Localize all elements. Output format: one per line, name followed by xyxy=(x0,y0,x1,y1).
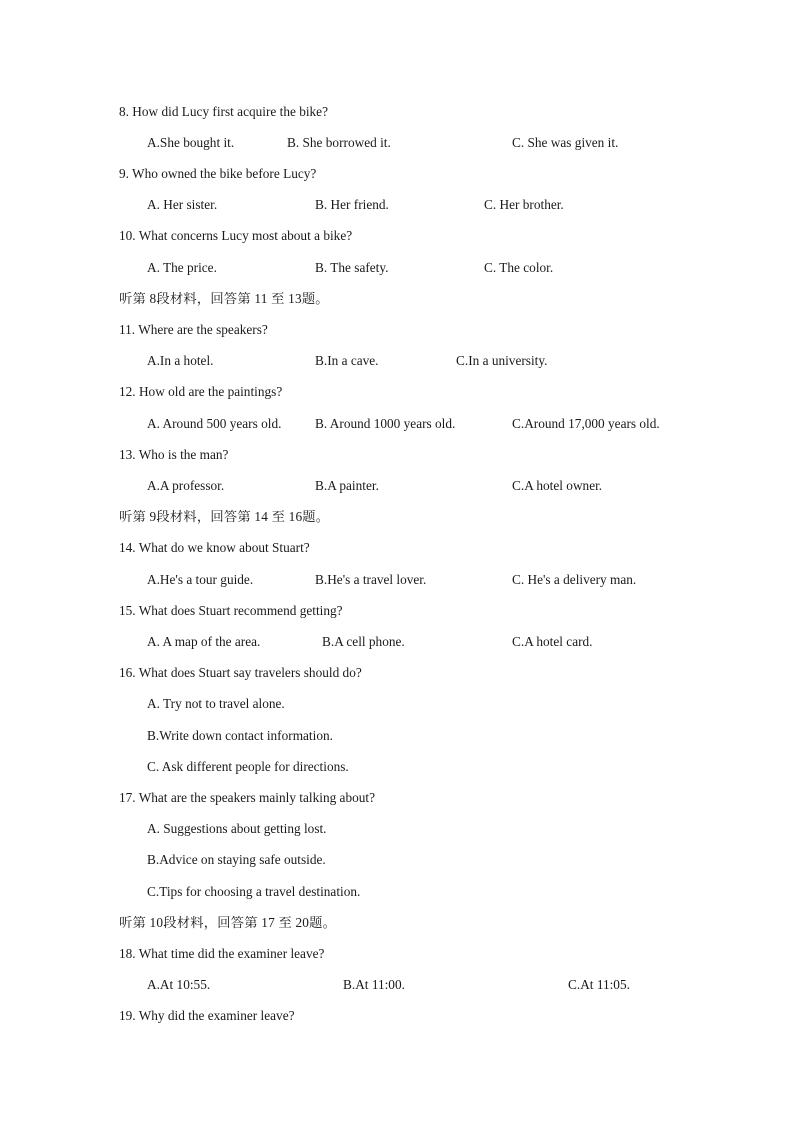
option-b: B. She borrowed it. xyxy=(287,135,391,150)
question-text: 13. Who is the man? xyxy=(119,447,229,462)
option-line xyxy=(0,694,794,714)
option-a: A. Her sister. xyxy=(147,197,218,212)
option-a: A. Around 500 years old. xyxy=(147,416,282,431)
question-line xyxy=(0,601,794,621)
option-b: B.At 11:00. xyxy=(343,977,405,992)
option-b: B.In a cave. xyxy=(315,353,379,368)
option-line xyxy=(0,882,794,902)
option-a: A.She bought it. xyxy=(147,135,235,150)
question-line xyxy=(0,944,794,964)
option-c: C. Her brother. xyxy=(484,197,564,212)
option-c: C.A hotel owner. xyxy=(512,478,603,493)
option-c: C.In a university. xyxy=(456,353,548,368)
question-line xyxy=(0,164,794,184)
question-text: 9. Who owned the bike before Lucy? xyxy=(119,166,317,181)
option-a: A. Try not to travel alone. xyxy=(147,696,285,711)
section-heading: 听第 10段材料，回答第 17 至 20题。 xyxy=(119,915,337,930)
option-b: B. Around 1000 years old. xyxy=(315,416,456,431)
option-a: A. A map of the area. xyxy=(147,634,261,649)
question-text: 8. How did Lucy first acquire the bike? xyxy=(119,104,328,119)
option-a: A.At 10:55. xyxy=(147,977,211,992)
section-heading-line xyxy=(0,289,794,309)
option-c: C. He's a delivery man. xyxy=(512,572,637,587)
option-c: C.Tips for choosing a travel destination. xyxy=(147,884,361,899)
options-line xyxy=(0,195,794,215)
option-b: B.Advice on staying safe outside. xyxy=(147,852,326,867)
option-c: C. She was given it. xyxy=(512,135,619,150)
section-heading-line xyxy=(0,913,794,933)
options-line xyxy=(0,632,794,652)
option-c: C. Ask different people for directions. xyxy=(147,759,349,774)
question-text: 14. What do we know about Stuart? xyxy=(119,540,310,555)
question-line xyxy=(0,538,794,558)
question-text: 18. What time did the examiner leave? xyxy=(119,946,325,961)
option-b: B. Her friend. xyxy=(315,197,389,212)
question-text: 11. Where are the speakers? xyxy=(119,322,268,337)
question-line xyxy=(0,102,794,122)
question-text: 10. What concerns Lucy most about a bike? xyxy=(119,228,353,243)
question-text: 15. What does Stuart recommend getting? xyxy=(119,603,343,618)
options-line xyxy=(0,258,794,278)
option-a: A.A professor. xyxy=(147,478,225,493)
section-heading: 听第 9段材料，回答第 14 至 16题。 xyxy=(119,509,330,524)
section-heading: 听第 8段材料，回答第 11 至 13题。 xyxy=(119,291,329,306)
option-b: B.He's a travel lover. xyxy=(315,572,427,587)
options-line xyxy=(0,570,794,590)
option-line xyxy=(0,819,794,839)
option-c: C. The color. xyxy=(484,260,554,275)
options-line xyxy=(0,476,794,496)
option-b: B.A painter. xyxy=(315,478,379,493)
option-a: A. The price. xyxy=(147,260,217,275)
option-line xyxy=(0,726,794,746)
option-b: B. The safety. xyxy=(315,260,389,275)
question-line xyxy=(0,663,794,683)
option-line xyxy=(0,757,794,777)
question-text: 19. Why did the examiner leave? xyxy=(119,1008,295,1023)
question-text: 16. What does Stuart say travelers should do? xyxy=(119,665,362,680)
option-c: C.Around 17,000 years old. xyxy=(512,416,660,431)
question-line xyxy=(0,445,794,465)
option-a: A.In a hotel. xyxy=(147,353,214,368)
options-line xyxy=(0,133,794,153)
options-line xyxy=(0,414,794,434)
option-line xyxy=(0,850,794,870)
option-a: A. Suggestions about getting lost. xyxy=(147,821,327,836)
question-line xyxy=(0,320,794,340)
option-b: B.A cell phone. xyxy=(322,634,405,649)
option-b: B.Write down contact information. xyxy=(147,728,333,743)
question-line xyxy=(0,226,794,246)
option-a: A.He's a tour guide. xyxy=(147,572,254,587)
question-line xyxy=(0,788,794,808)
option-c: C.A hotel card. xyxy=(512,634,593,649)
question-text: 17. What are the speakers mainly talking about? xyxy=(119,790,376,805)
question-text: 12. How old are the paintings? xyxy=(119,384,283,399)
options-line xyxy=(0,351,794,371)
option-c: C.At 11:05. xyxy=(568,977,630,992)
section-heading-line xyxy=(0,507,794,527)
options-line xyxy=(0,975,794,995)
question-line xyxy=(0,1006,794,1026)
question-line xyxy=(0,382,794,402)
